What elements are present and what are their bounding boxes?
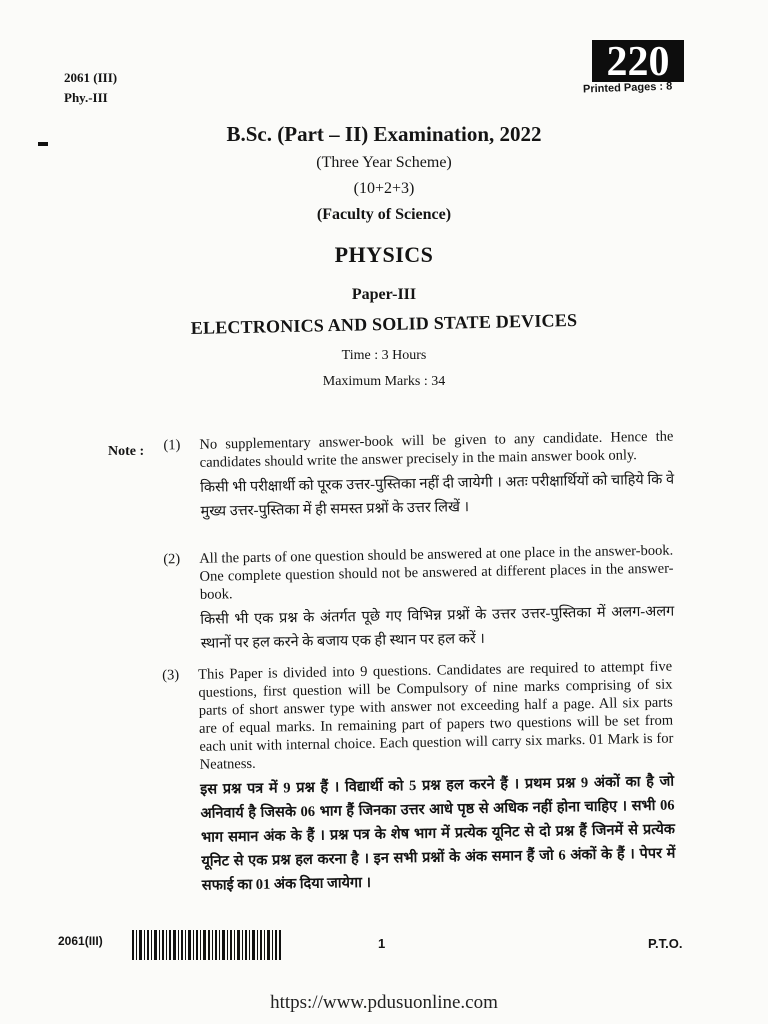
- exam-title: B.Sc. (Part – II) Examination, 2022: [226, 122, 542, 146]
- note-item: [163, 542, 675, 657]
- note-hindi: इस प्रश्न पत्र में 9 प्रश्न हैं । विद्यार्थी को 5 प्रश्न हल करने हैं । प्रथम प्रश्न 9 अंकों का है जो अनिवार्य है जिसके 06 भाग हैं जिनका उत्तर आधे पृष्ठ से अधिक नहीं होना चाहिए । सभी 06 भाग समान अंक के हैं । प्रश्न पत्र के शेष भाग में प्रत्येक यूनिट से दो प्रश्न हैं जिनमें से प्रत्येक यूनिट से एक प्रश्न हल करना है । इन सभी प्रश्नों के अंक समान हैं जो 6 अंकों के हैं । पेपर में सफाई का 01 अंक दिया जायेगा ।: [200, 773, 676, 894]
- note-label: Note :: [108, 444, 145, 459]
- paper-number: Paper-III: [351, 286, 417, 303]
- note-english: No supplementary answer-book will be given to any candidate. Hence the candidates should write the answer precisely in the main answer book only.: [199, 428, 674, 471]
- code-line: 2061 (III): [64, 70, 118, 85]
- time-allowed: Time : 3 Hours: [341, 348, 427, 363]
- note-item: [162, 658, 676, 899]
- note-number: (3): [162, 667, 180, 684]
- note-english: This Paper is divided into 9 questions. Candidates are required to attempt five questions, first question will be Compulsory of nine marks comprising of six parts of short answer type with answer not exceeding half a page. All six parts are of equal marks. In remaining part of papers two questions will be set from each unit with internal choice. Each question will carry six marks. 01 Mark is for Neatness.: [198, 658, 674, 773]
- note-number: (1): [163, 437, 181, 454]
- footer-code: 2061(III): [58, 934, 103, 948]
- note-hindi: किसी भी एक प्रश्न के अंतर्गत पूछे गए विभिन्न प्रश्नों के उत्तर उत्तर-पुस्तिका में अलग-अलग स्थानों पर हल करने के बजाय एक ही स्थान पर हल करें ।: [200, 603, 675, 652]
- paper-code-box: 220: [592, 40, 684, 82]
- pto-label: P.T.O.: [648, 936, 683, 951]
- scheme: (Three Year Scheme): [316, 154, 452, 171]
- subject-title: PHYSICS: [334, 242, 434, 267]
- subject-code: Phy.-III: [64, 90, 108, 105]
- barcode-icon: [132, 930, 282, 960]
- note-item: [163, 428, 674, 525]
- note-english: All the parts of one question should be answered at one place in the answer-book. One complete question should not be answered at different places in the answer-book.: [199, 542, 674, 603]
- note-number: (2): [163, 551, 181, 568]
- pattern: (10+2+3): [353, 180, 415, 197]
- page-number: 1: [378, 936, 386, 951]
- note-hindi: किसी भी परीक्षार्थी को पूरक उत्तर-पुस्तिका नहीं दी जायेगी । अतः परीक्षार्थियों को चाहिये कि वे मुख्य उत्तर-पुस्तिका में ही समस्त प्रश्नों के उत्तर लिखें ।: [200, 471, 675, 520]
- maximum-marks: Maximum Marks : 34: [322, 374, 446, 389]
- paper-title: ELECTRONICS AND SOLID STATE DEVICES: [190, 309, 578, 339]
- faculty: (Faculty of Science): [316, 206, 452, 223]
- printed-pages: Printed Pages : 8: [582, 80, 673, 96]
- source-url: https://www.pdusuonline.com: [270, 992, 498, 1013]
- header-codes: [64, 68, 117, 108]
